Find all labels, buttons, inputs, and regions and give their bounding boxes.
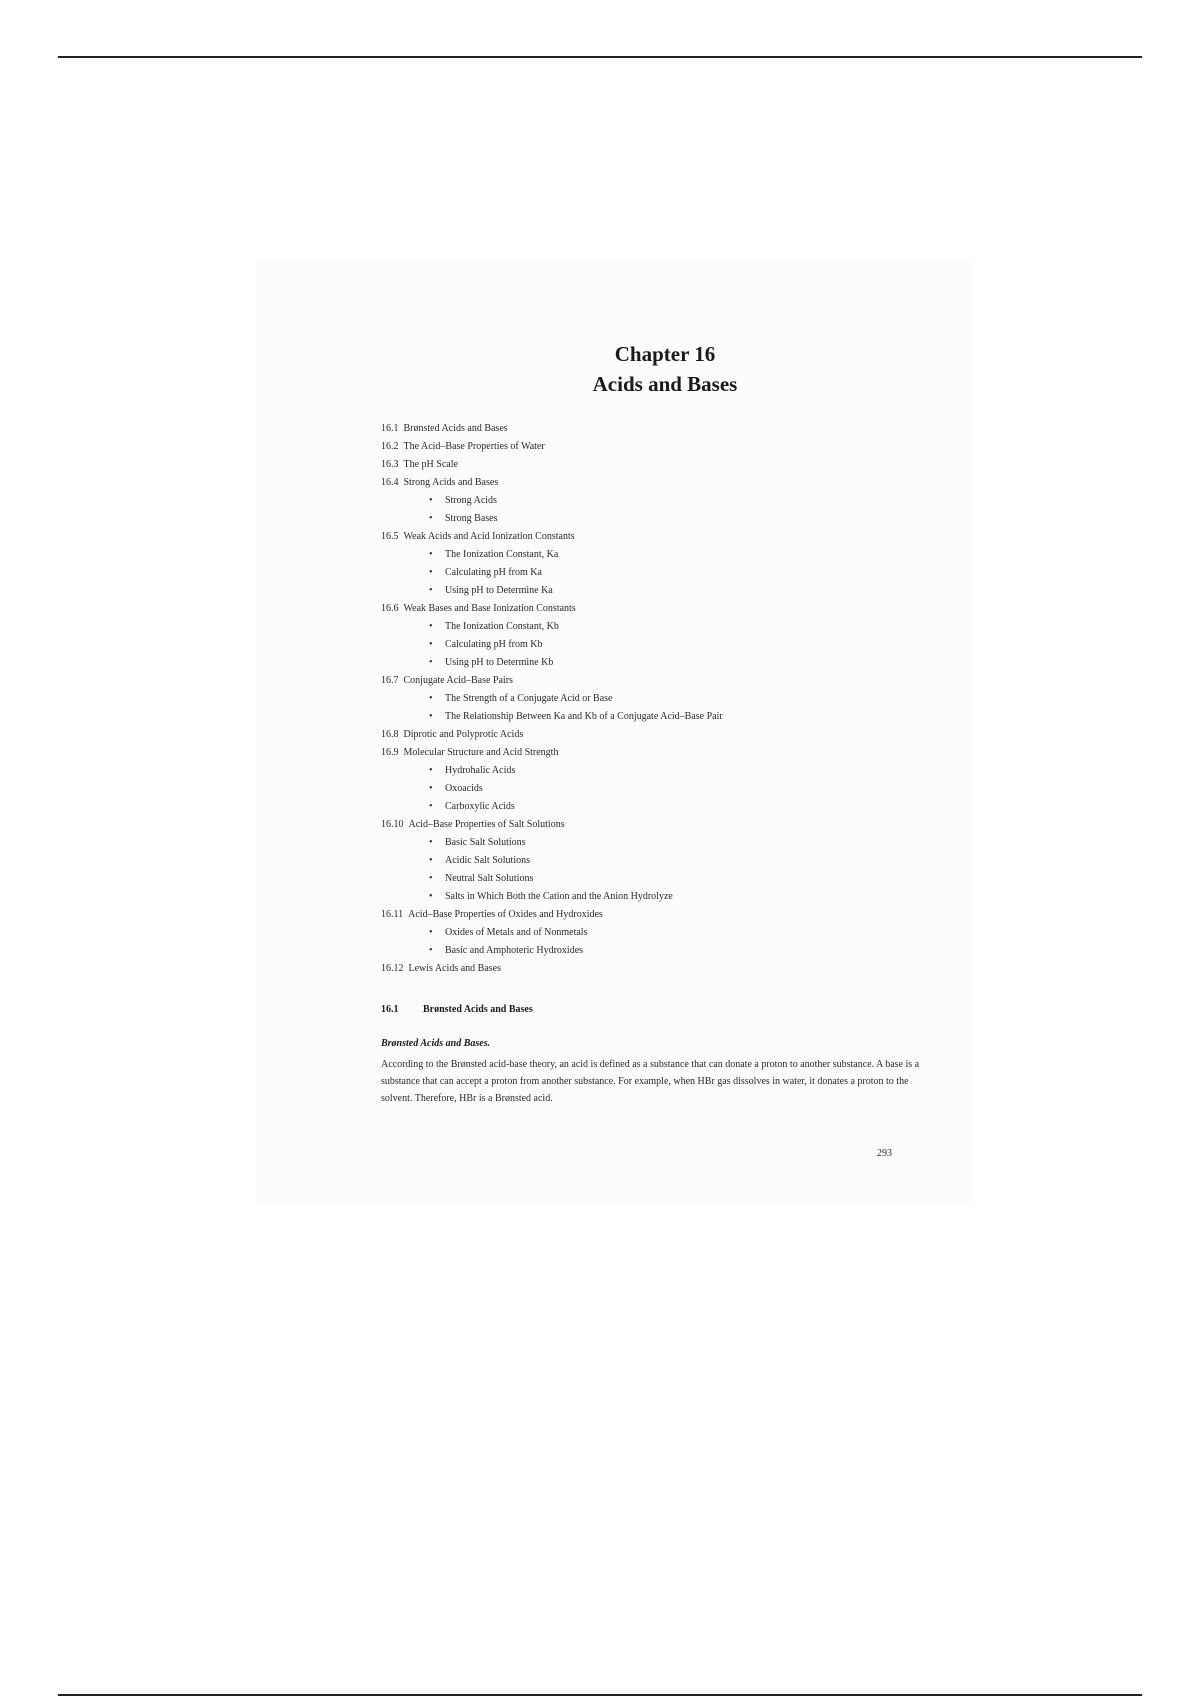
- bullet-icon: •: [429, 657, 433, 668]
- toc-entry: [381, 456, 941, 474]
- toc-subentry-label: The Strength of a Conjugate Acid or Base: [445, 693, 613, 704]
- toc-entry-label: Strong Acids and Bases: [403, 477, 499, 488]
- toc-entry: [381, 528, 941, 546]
- toc-subentry-label: Neutral Salt Solutions: [445, 873, 534, 884]
- section-number: 16.1: [381, 1004, 399, 1015]
- toc-entry-number: 16.1: [381, 423, 399, 434]
- bullet-icon: •: [429, 855, 433, 866]
- top-rule: [58, 56, 1142, 58]
- bullet-icon: •: [429, 837, 433, 848]
- toc-subentry: [381, 708, 941, 726]
- toc-subentry: [381, 870, 941, 888]
- bullet-icon: •: [429, 927, 433, 938]
- toc-subentry: [381, 510, 941, 528]
- chapter-number: Chapter 16: [614, 342, 716, 366]
- toc-entry-number: 16.4: [381, 477, 399, 488]
- toc-subentry: [381, 888, 941, 906]
- bottom-rule: [58, 1694, 1142, 1696]
- bullet-icon: •: [429, 549, 433, 560]
- toc-entry-number: 16.3: [381, 459, 399, 470]
- toc-entry-number: 16.6: [381, 603, 399, 614]
- toc-entry-number: 16.10: [381, 819, 404, 830]
- toc-subentry: [381, 942, 941, 960]
- toc-entry-label: Molecular Structure and Acid Strength: [403, 747, 559, 758]
- toc-entry-number: 16.5: [381, 531, 399, 542]
- toc-entry-number: 16.9: [381, 747, 399, 758]
- toc-entry-label: Weak Acids and Acid Ionization Constants: [403, 531, 575, 542]
- toc-subentry: [381, 798, 941, 816]
- toc-entry: [381, 420, 941, 438]
- toc-subentry-label: Basic and Amphoteric Hydroxides: [445, 945, 584, 956]
- toc-entry-label: Acid–Base Properties of Salt Solutions: [408, 819, 565, 830]
- toc-subentry-label: The Ionization Constant, Ka: [445, 549, 559, 560]
- toc-entry: [381, 600, 941, 618]
- bullet-icon: •: [429, 783, 433, 794]
- toc-subentry-label: Using pH to Determine Ka: [445, 585, 553, 596]
- toc-entry-number: 16.8: [381, 729, 399, 740]
- toc-subentry-label: Using pH to Determine Kb: [445, 657, 554, 668]
- chapter-title: Acids and Bases: [592, 372, 738, 396]
- toc-subentry-label: Carboxylic Acids: [445, 801, 515, 812]
- section-heading: [381, 1004, 533, 1015]
- toc-subentry: [381, 834, 941, 852]
- toc-subentry: [381, 618, 941, 636]
- body-paragraph: According to the Brønsted acid-base theory, an acid is defined as a substance that can donate a proton to another substance. A base is a substance that can accept a proton from another substance. For example, when HBr gas dissolves in water, it donates a proton to the solvent. Therefore, HBr is a Brønsted acid.: [381, 1059, 920, 1104]
- toc-entry: [381, 438, 941, 456]
- bullet-icon: •: [429, 711, 433, 722]
- bullet-icon: •: [429, 639, 433, 650]
- toc-entry-label: Weak Bases and Base Ionization Constants: [403, 603, 576, 614]
- toc-subentry: [381, 564, 941, 582]
- bullet-icon: •: [429, 801, 433, 812]
- toc-entry-label: Acid–Base Properties of Oxides and Hydroxides: [408, 909, 603, 920]
- toc-subentry: [381, 924, 941, 942]
- bullet-icon: •: [429, 765, 433, 776]
- toc-subentry-label: The Relationship Between Ka and Kb of a Conjugate Acid–Base Pair: [445, 711, 723, 722]
- toc-entry: [381, 816, 941, 834]
- toc-subentry: [381, 582, 941, 600]
- toc-subentry-label: Salts in Which Both the Cation and the Anion Hydrolyze: [445, 891, 673, 902]
- toc-entry-label: The pH Scale: [403, 459, 458, 470]
- toc-entry-label: Brønsted Acids and Bases: [403, 423, 508, 434]
- toc-entry: [381, 906, 941, 924]
- toc-subentry-label: Oxoacids: [445, 783, 483, 794]
- toc-entry: [381, 960, 941, 978]
- toc-entry: [381, 726, 941, 744]
- toc-subentry: [381, 546, 941, 564]
- toc-subentry: [381, 690, 941, 708]
- bullet-icon: •: [429, 495, 433, 506]
- bullet-icon: •: [429, 621, 433, 632]
- toc-subentry-label: Hydrohalic Acids: [445, 765, 516, 776]
- toc-entry: [381, 744, 941, 762]
- bullet-icon: •: [429, 585, 433, 596]
- toc-subentry: [381, 852, 941, 870]
- bullet-icon: •: [429, 567, 433, 578]
- bullet-icon: •: [429, 891, 433, 902]
- toc-subentry: [381, 636, 941, 654]
- toc-entry-number: 16.11: [381, 909, 404, 920]
- toc-subentry-label: The Ionization Constant, Kb: [445, 621, 559, 632]
- toc-subentry: [381, 780, 941, 798]
- toc-subentry-label: Strong Bases: [445, 513, 498, 524]
- subsection-heading: Brønsted Acids and Bases.: [381, 1038, 491, 1049]
- toc-subentry-label: Oxides of Metals and of Nonmetals: [445, 927, 588, 938]
- toc-subentry-label: Calculating pH from Kb: [445, 639, 543, 650]
- page-number: 293: [877, 1148, 892, 1159]
- bullet-icon: •: [429, 873, 433, 884]
- toc-entry-number: 16.12: [381, 963, 404, 974]
- toc-subentry-label: Basic Salt Solutions: [445, 837, 526, 848]
- toc-subentry-label: Calculating pH from Ka: [445, 567, 542, 578]
- table-of-contents: [381, 420, 941, 978]
- bullet-icon: •: [429, 945, 433, 956]
- toc-entry: [381, 474, 941, 492]
- toc-entry-label: Lewis Acids and Bases: [408, 963, 501, 974]
- toc-subentry-label: Strong Acids: [445, 495, 497, 506]
- toc-subentry: [381, 654, 941, 672]
- toc-subentry: [381, 762, 941, 780]
- toc-entry: [381, 672, 941, 690]
- toc-subentry: [381, 492, 941, 510]
- toc-entry-label: Conjugate Acid–Base Pairs: [403, 675, 513, 686]
- toc-entry-number: 16.2: [381, 441, 399, 452]
- bullet-icon: •: [429, 693, 433, 704]
- toc-subentry-label: Acidic Salt Solutions: [445, 855, 530, 866]
- toc-entry-label: Diprotic and Polyprotic Acids: [403, 729, 524, 740]
- toc-entry-label: The Acid–Base Properties of Water: [403, 441, 545, 452]
- section-title-text: Brønsted Acids and Bases: [423, 1004, 533, 1015]
- bullet-icon: •: [429, 513, 433, 524]
- toc-entry-number: 16.7: [381, 675, 399, 686]
- document-page: [255, 262, 975, 1202]
